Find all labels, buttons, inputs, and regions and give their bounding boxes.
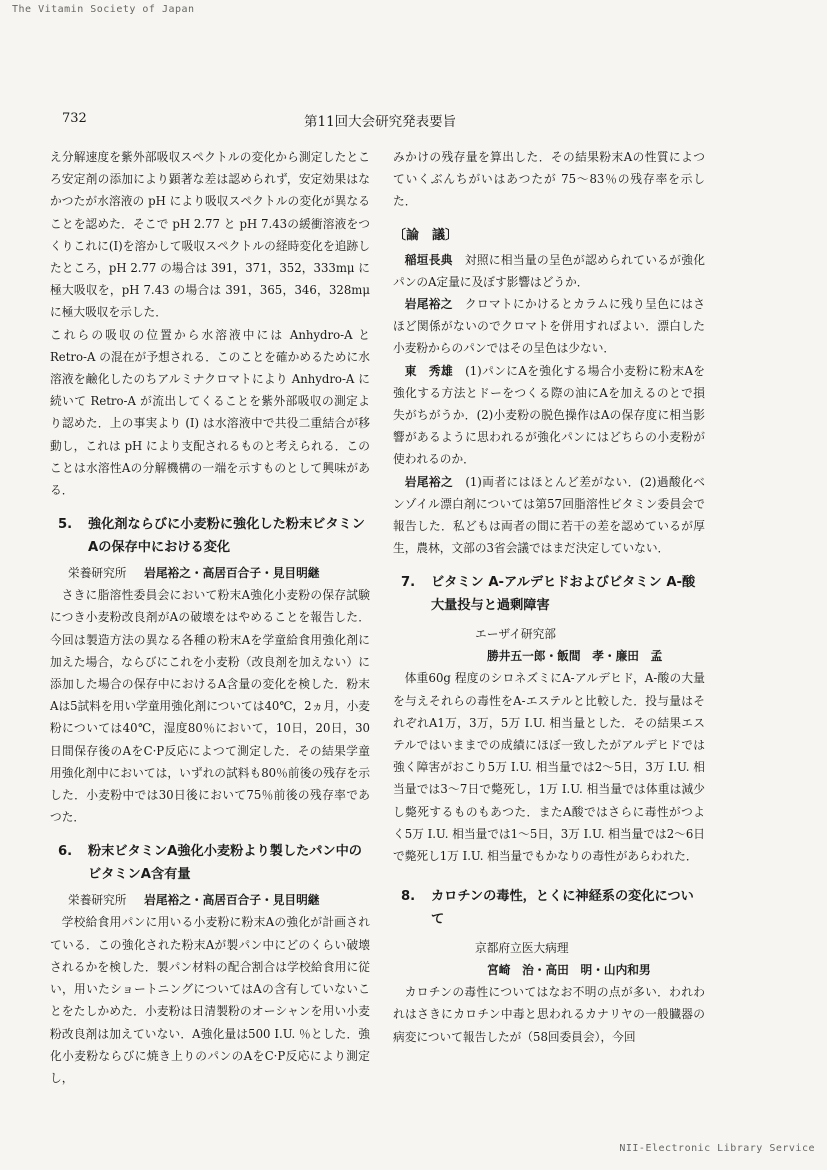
section-5-org: 栄養研究所 xyxy=(68,566,127,581)
section-8-body: カロチンの毒性についてはなお不明の点が多い．われわれはさきにカロチン中毒と思われるカナリヤの一般臓器の病変について報告したが（58回委員会），今回 xyxy=(393,985,705,1044)
discussion-text: 対照に相当量の呈色が認められているが強化パンのA定量に及ぼす影響はどうか． xyxy=(393,252,705,289)
right-paragraph-1: みかけの残存量を算出した．その結果粉末Aの性質によつていくぶんちがいはあつたが 75～83％の残存率を示した． xyxy=(393,150,705,209)
section-8-authors: 宮崎 治・高田 明・山内和男 xyxy=(487,963,651,978)
section-5-number: 5. xyxy=(58,517,73,533)
section-8-heading xyxy=(393,885,705,931)
source-watermark-footer: NII-Electronic Library Service xyxy=(619,1143,815,1154)
discussion-speaker: 稲垣長典 xyxy=(404,252,453,267)
section-5-heading xyxy=(50,513,370,559)
section-8-org: 京都府立医大病理 xyxy=(475,941,569,956)
discussion-speaker: 岩尾裕之 xyxy=(404,297,453,312)
page-number: 732 xyxy=(62,111,87,126)
discussion-heading: 〔論 議〕 xyxy=(393,227,459,243)
section-7-number: 7. xyxy=(401,575,416,591)
source-watermark-header: The Vitamin Society of Japan xyxy=(12,4,195,15)
section-7-title: ビタミン A-アルデヒドおよびビタミン A-酸大量投与と過剰障害 xyxy=(431,575,696,614)
section-5-byline xyxy=(50,562,370,584)
section-7-byline xyxy=(393,623,705,667)
section-6-org: 栄養研究所 xyxy=(68,893,127,908)
discussion-entry xyxy=(393,293,705,360)
section-6-number: 6. xyxy=(58,844,73,860)
section-6-heading xyxy=(50,840,370,886)
section-8-title: カロチンの毒性，とくに神経系の変化について xyxy=(431,889,694,928)
discussion-entry xyxy=(393,249,705,293)
running-title: 第11回大会研究発表要旨 xyxy=(304,114,457,130)
section-6-title: 粉末ビタミンA強化小麦粉より製したパン中のビタミンA含有量 xyxy=(88,844,362,883)
section-7-body: 体重60g 程度のシロネズミにA-アルデヒド，A-酸の大量を与えそれらの毒性をA-エステルと比較した．投与量はそれぞれA1万，3万，5万 I.U. 相当量とした．その結果エステルではいままでの成績にほぼ一致したがアルデヒドでは強く障害がおこり5万 I.U. 相当量では2～5日，3万 I.U. 相当量では3～7日で斃死し，1万 I.U. 相当量では体重は減少し斃死するものもあつた．またA酸ではさらに毒性がつよく5万 I.U. 相当量では1～5日，3万 I.U. 相当量では2～6日で斃死し1万 I.U. 相当量でもかなりの毒性があらわれた． xyxy=(393,671,705,864)
discussion-text: クロマトにかけるとカラムに残り呈色にはさほど関係がないのでクロマトを併用すればよい．漂白した小麦粉からのパンではその呈色は少ない． xyxy=(393,297,705,356)
left-paragraph-2: これらの吸収の位置から水溶液中には Anhydro-A と Retro-A の混在が予想される．このことを確かめるために水溶液を鹼化したのちアルミナクロマトにより Anhydro-A に続いて Retro-A が流出してくることを紫外部吸収の測定より認めた．上の事実より (I) は水溶液中で共役二重結合が移動し，これは pH により支配されるものと考えられる．このことは水溶性Aの分解機構の一端を示すものとして興味がある． xyxy=(50,327,370,498)
section-7-authors: 勝井五一郎・飯間 孝・廉田 孟 xyxy=(487,649,663,664)
discussion-text: (1)パンにAを強化する場合小麦粉に粉末Aを強化する方法とドーをつくる際の油にAを加えるのとで損失がちがうか．(2)小麦粉の脱色操作はAの保存度に相当影響があるように思われるが強化パンにはどちらの小麦粉が使われるのか． xyxy=(393,363,705,467)
discussion-entry xyxy=(393,360,705,471)
discussion-text: (1)両者にはほとんど差がない．(2)過酸化ベンゾイル漂白剤については第57回脂溶性ビタミン委員会で報告した．私どもは両者の間に若干の差を認めているが厚生，農林，文部の3省会議ではまだ決定していない． xyxy=(393,474,705,556)
discussion-speaker: 岩尾裕之 xyxy=(404,474,454,489)
section-6-authors: 岩尾裕之・高居百合子・見目明継 xyxy=(144,893,320,908)
section-5-authors: 岩尾裕之・高居百合子・見目明継 xyxy=(144,566,320,581)
section-5-body: さきに脂溶性委員会において粉末A強化小麦粉の保存試験につき小麦粉改良剤がAの破壊をはやめることを報告した．今回は製造方法の異なる各種の粉末Aを学童給食用強化剤に加えた場合，ならびにこれを小麦粉（改良剤を加えない）に添加した場合の保存中におけるA含量の変化を検した．粉末Aは5試料を用い学童用強化剤については40℃，2ヵ月，小麦粉については40℃，湿度80％において，10日，20日，30日間保存後のAをC·P反応によつて測定した．その結果学童用強化剤中においては，いずれの試料も80％前後の残存を示した．小麦粉中では30日後において75％前後の残存率であつた． xyxy=(50,588,370,825)
left-paragraph-1: え分解速度を紫外部吸収スペクトルの変化から測定したところ安定剤の添加により顕著な差は認められず，安定効果はなかつたが水溶液の pH により吸収スペクトルの変化が異なることを認めた．そこで pH 2.77 と pH 7.43の緩衝溶液をつくりこれに(I)を溶かして吸収スペクトルの経時変化を追跡したところ，pH 2.77 の場合は 391，371，352，333mμ に極大吸収を，pH 7.43 の場合は 391，365，346，328mμに極大吸収を示した． xyxy=(50,150,370,320)
section-5-title: 強化剤ならびに小麦粉に強化した粉末ビタミンAの保存中における変化 xyxy=(88,517,365,556)
section-8-byline xyxy=(393,937,705,981)
right-column xyxy=(393,146,705,1048)
section-6-byline xyxy=(50,889,370,911)
discussion-entry xyxy=(393,471,705,560)
discussion-speaker: 東 秀雄 xyxy=(404,363,454,378)
left-column xyxy=(50,146,370,1089)
section-8-number: 8. xyxy=(401,889,416,905)
section-7-org: エーザイ研究部 xyxy=(475,627,556,642)
section-7-heading xyxy=(393,571,705,617)
section-6-body: 学校給食用パンに用いる小麦粉に粉末Aの強化が計画されている．この強化された粉末Aが製パン中にどのくらい破壊されるかを検した．製パン材料の配合割合は学校給食用に従い，用いたショートニングについてはAの含有していないことをたしかめた．小麦粉は日清製粉のオーシャンを用い小麦粉改良剤は加えていない．A強化量は500 I.U. ％とした．強化小麦粉ならびに焼き上りのパンのAをC·P反応により測定し， xyxy=(50,915,370,1085)
